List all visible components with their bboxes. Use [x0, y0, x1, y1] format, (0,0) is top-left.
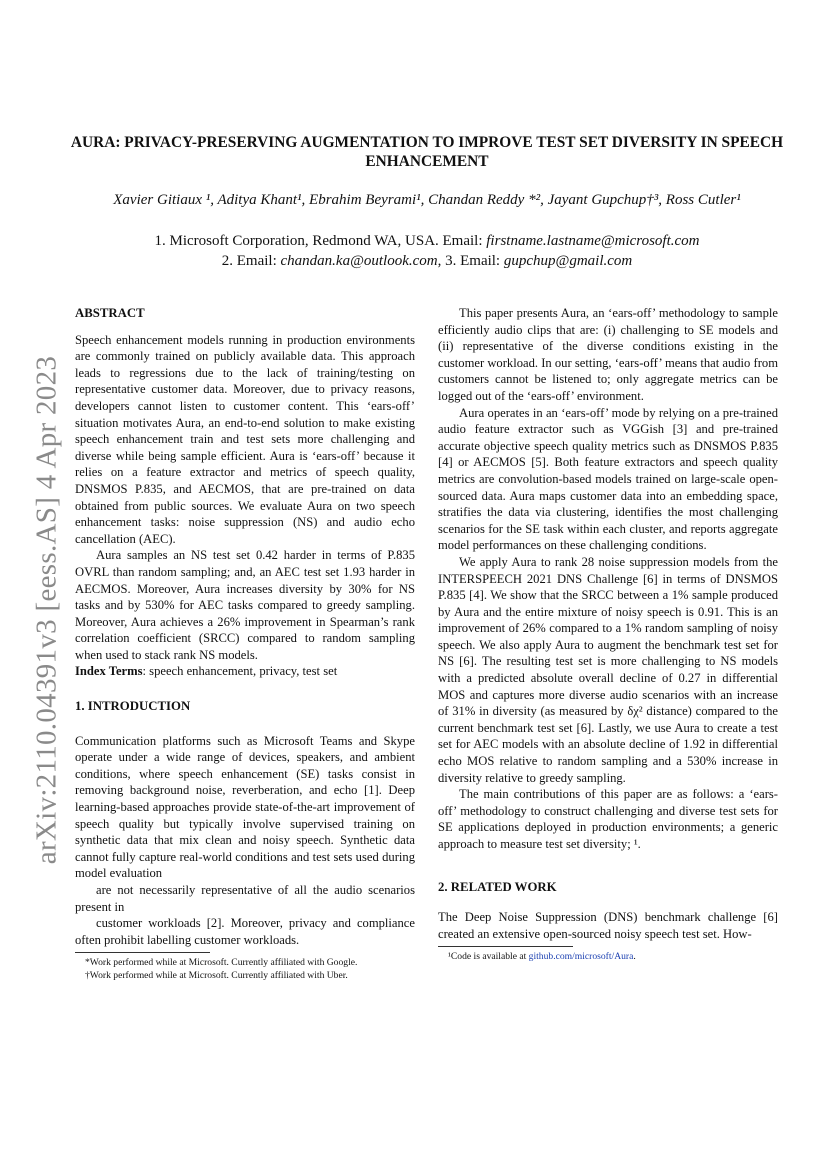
- related-work-heading: 2. RELATED WORK: [438, 879, 557, 894]
- intro-paragraph-1: Communication platforms such as Microsoft Teams and Skype operate under a wide range of devices, speakers, and ambient conditions, where speech enhancement (SE) tasks consist in removing background noise, reverberation, and echo [1]. Deep learning-based approaches provide state-of-the-art improvement of speech quality but typically involve supervised training on synthetic data that mix clean and noisy speech. Synthetic data cannot fully capture real-world conditions and test sets used during model evaluation: [75, 733, 415, 881]
- email-2: chandan.ka@outlook.com: [280, 253, 438, 269]
- footnote-rule-right: [438, 946, 573, 947]
- left-column: [75, 305, 415, 982]
- arxiv-watermark: [22, 355, 72, 865]
- email-1: firstname.lastname@microsoft.com: [486, 233, 700, 249]
- intro-paragraph-2: are not necessarily representative of all the audio scenarios present in: [75, 883, 415, 914]
- intro-paragraph-3: customer workloads [2]. Moreover, privacy and compliance often prohibit labelling customer workloads.: [75, 916, 415, 947]
- abstract-paragraph-2: Aura samples an NS test set 0.42 harder in terms of P.835 OVRL than random sampling; and, an AEC test set 1.93 harder in AECMOS. Moreover, Aura increases diversity by 30% for NS tasks and by 530% for AEC tasks compared to greedy sampling. Moreover, Aura achieves a 26% improvement in Spearman’s rank correlation coefficient (SRCC) compared to random sampling when used to stack rank NS models.: [75, 548, 415, 662]
- affiliation-line-2: 2. Email: chandan.ka@outlook.com, 3. Email: gupchup@gmail.com: [221, 253, 633, 269]
- abstract-paragraph-1: Speech enhancement models running in production environments are commonly trained on publicly available data. This approach leads to regressions due to the lack of training/testing on representative customer data. Moreover, due to privacy reasons, developers cannot listen to customer content. This ‘ears-off’ situation motivates Aura, an end-to-end solution to make existing speech enhancement train and test sets more challenging and diverse while being sample efficient. Aura is ‘ears-off’ because it relies on a feature extractor and metrics of speech quality, DNSMOS P.835, and AECMOS, that are pre-trained on data obtained from public sources. We evaluate Aura on two speech enhancement tasks: noise suppression (NS) and audio echo cancellation (AEC).: [75, 332, 415, 546]
- right-column: [438, 305, 778, 964]
- right-paragraph-3: We apply Aura to rank 28 noise suppression models from the INTERSPEECH 2021 DNS Challenge [6] in terms of DNSMOS P.835 [4]. We show that the SRCC between a 1% sample produced by Aura and the entire mixture of noisy speech is 0.91. This is an improvement of 26% compared to a 1% random sampling of noisy speech. We also apply Aura to augment the benchmark test set for NS [6]. The resulting test set is more challenging to NS models with a predicted absolute overall decline of 0.27 in differential MOS and captures more diverse audio scenarios with an increase of 31% in diversity (as measured by δχ² distance) compared to the current benchmark test set [6]. Lastly, we use Aura to create a test set for AEC models with an absolute decline of 1.92 in differential echo MOS relative to random sampling and a 530% increase in diversity relative to greedy sampling.: [438, 554, 778, 785]
- affiliation-line-1: 1. Microsoft Corporation, Redmond WA, USA. Email: firstname.lastname@microsoft.com: [154, 233, 700, 249]
- arxiv-identifier: arXiv:2110.04391v3 [eess.AS] 4 Apr 2023: [30, 355, 63, 865]
- code-link[interactable]: github.com/microsoft/Aura: [528, 951, 634, 963]
- footnote-dagger: †Work performed while at Microsoft. Currently affiliated with Uber.: [85, 969, 348, 981]
- introduction-heading: 1. INTRODUCTION: [75, 699, 191, 714]
- related-work-paragraph: The Deep Noise Suppression (DNS) benchmark challenge [6] created an extensive open-sourced noisy speech test set. How-: [438, 910, 778, 941]
- abstract-heading: ABSTRACT: [75, 306, 145, 320]
- email-3: gupchup@gmail.com: [503, 253, 633, 269]
- right-paragraph-4: The main contributions of this paper are as follows: a ‘ears-off’ methodology to construct challenging and diverse test sets for SE applications deployed in production environments; a generic approach to measure test set diversity; ¹.: [438, 787, 778, 851]
- paper-title: AURA: PRIVACY-PRESERVING AUGMENTATION TO IMPROVE TEST SET DIVERSITY IN SPEECH ENHANCEMENT: [70, 134, 784, 170]
- footnote-code: ¹Code is available at github.com/microsoft/Aura.: [448, 951, 636, 963]
- author-list: Xavier Gitiaux ¹, Aditya Khant¹, Ebrahim Beyrami¹, Chandan Reddy *², Jayant Gupchup†³, Ross Cutler¹: [113, 192, 741, 208]
- index-terms: Index Terms: speech enhancement, privacy, test set: [75, 664, 338, 679]
- footnote-star: *Work performed while at Microsoft. Currently affiliated with Google.: [85, 957, 358, 969]
- right-paragraph-2: Aura operates in an ‘ears-off’ mode by relying on a pre-trained audio feature extractor such as VGGish [3] and pre-trained accurate objective speech quality metrics such as DNSMOS P.835 [4] or AECMOS [5]. Both feature extractors and speech quality metrics are convolution-based models trained on large-scale open-sourced data. Aura maps customer data into an embedding space, stratifies the data via clustering, identifies the most challenging scenarios for the SE task within each cluster, and reports aggregate model performances on these challenging conditions.: [438, 405, 778, 553]
- footnote-rule: [75, 952, 210, 953]
- affiliations: [60, 231, 794, 271]
- right-paragraph-1: This paper presents Aura, an ‘ears-off’ methodology to sample efficiently audio clips that are: (i) challenging to SE models and (ii) representative of the diverse conditions existing in the customer workload. In our setting, ‘ears-off’ means that audio from customers cannot be listened to; only aggregate metrics can be logged out of the ‘ears-off’ environment.: [438, 306, 778, 403]
